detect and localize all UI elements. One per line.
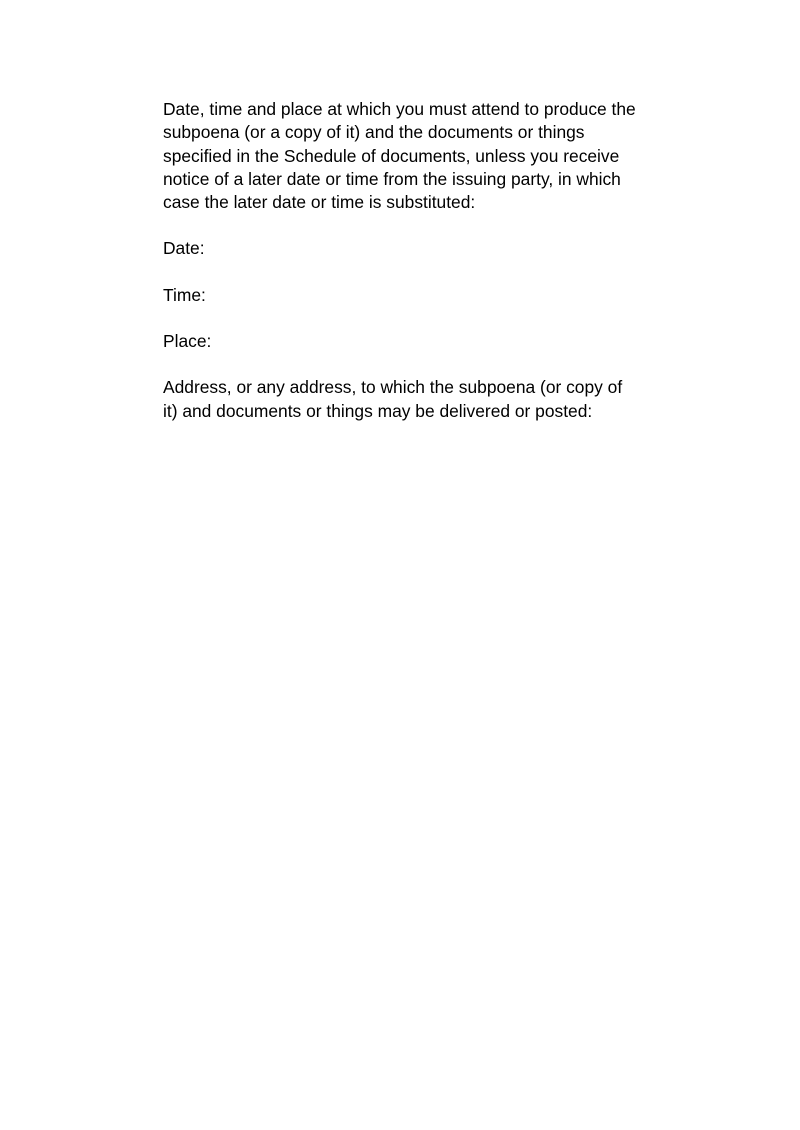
- date-field-label: Date:: [163, 238, 205, 259]
- instruction-line: case the later date or time is substituted:: [163, 192, 476, 213]
- instruction-line: subpoena (or a copy of it) and the documents or things: [163, 122, 585, 143]
- time-field-label: Time:: [163, 284, 206, 305]
- instruction-line: notice of a later date or time from the issuing party, in which: [163, 168, 621, 189]
- document-body: [163, 98, 653, 423]
- place-field-label: Place:: [163, 331, 212, 352]
- instruction-line: specified in the Schedule of documents, unless you receive: [163, 145, 620, 166]
- instruction-line: Date, time and place at which you must attend to produce the: [163, 99, 636, 119]
- attendance-instructions: [163, 98, 653, 214]
- delivery-address-label: [163, 376, 653, 423]
- address-line: it) and documents or things may be delivered or posted:: [163, 400, 593, 421]
- address-line: Address, or any address, to which the subpoena (or copy of: [163, 377, 623, 398]
